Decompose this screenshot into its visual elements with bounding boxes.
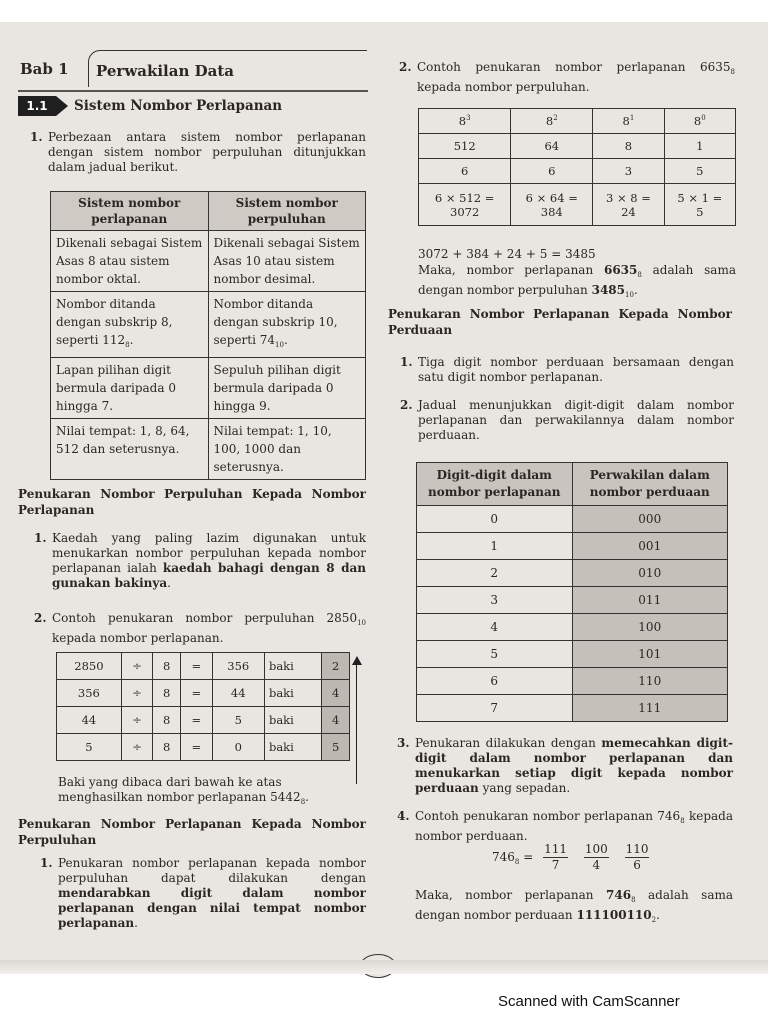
divide-sign: ÷ <box>121 707 153 734</box>
table-row <box>51 358 366 419</box>
right-paragraph-3 <box>400 398 734 443</box>
place-value-header: $8^1$ <box>593 109 664 134</box>
dividend: 2850 <box>57 653 122 680</box>
subscript: 8 <box>514 858 520 866</box>
chapter-label: Bab 1 <box>20 60 69 78</box>
table-cell: Dikenali sebagai Sistem Asas 8 atau sistem nombor oktal. <box>51 231 209 292</box>
divide-sign: ÷ <box>121 653 153 680</box>
equals-sign: = <box>523 850 534 864</box>
text: adalah sama dengan nombor perduaan <box>415 888 734 922</box>
paragraph-text: Penukaran dilakukan dengan <box>415 736 602 750</box>
item-number: 3. <box>397 736 410 750</box>
remainder-label: baki <box>264 734 321 761</box>
table-cell: 8 <box>593 134 664 159</box>
equals-sign: = <box>181 734 213 761</box>
table-cell: 6 × 64 = 384 <box>511 184 593 226</box>
table-cell: 3 × 8 = 24 <box>593 184 664 226</box>
item-number: 1. <box>40 856 53 870</box>
item-number: 1. <box>34 531 47 545</box>
binary-value: 011 <box>572 587 728 614</box>
right-paragraph-2 <box>400 355 734 385</box>
paragraph-text: Jadual menunjukkan digit-digit dalam nombor perlapanan dan perwakilannya dalam nombor perduaan. <box>418 398 734 442</box>
table-row <box>51 292 366 358</box>
table-row <box>57 653 350 680</box>
quotient: 0 <box>212 734 264 761</box>
octal-digit: 3 <box>417 587 573 614</box>
remainder-label: baki <box>264 707 321 734</box>
heading-decimal-to-octal: Penukaran Nombor Perpuluhan Kepada Nombor Perlapanan <box>18 487 366 517</box>
octal-digit: 6 <box>417 668 573 695</box>
note-end: . <box>305 790 309 804</box>
item-number: 2. <box>400 398 413 412</box>
subscript: 8 <box>300 798 306 806</box>
binary-value: 101 <box>572 641 728 668</box>
binary-value: 010 <box>572 560 728 587</box>
text: adalah sama dengan nombor perpuluhan <box>418 263 736 297</box>
divisor: 8 <box>153 680 181 707</box>
section-number-badge <box>18 96 70 116</box>
table-header-row <box>419 109 736 134</box>
right-final <box>415 888 733 928</box>
table-header-row <box>417 463 728 506</box>
remainder-label: baki <box>264 653 321 680</box>
bold-text: memecahkan digit-digit dalam nombor perlapanan dan menukarkan setiap digit kepada nombor perduaan <box>415 736 734 795</box>
subscript: 8 <box>125 341 130 349</box>
remainder: 5 <box>322 734 350 761</box>
table-row <box>419 184 736 226</box>
table-cell: Dikenali sebagai Sistem Asas 10 atau sistem nombor desimal. <box>208 231 366 292</box>
bold-number: 746 <box>606 888 632 902</box>
paragraph-text: Kaedah yang paling lazim digunakan untuk menukarkan nombor perpuluhan kepada nombor perlapanan ialah <box>52 531 366 575</box>
dividend: 356 <box>57 680 122 707</box>
chapter-title: Perwakilan Data <box>96 62 234 80</box>
chapter-rule <box>18 90 368 92</box>
paragraph-text: Perbezaan antara sistem nombor perlapanan dengan sistem nombor perpuluhan ditunjukkan dalam jadual berikut. <box>48 130 366 174</box>
right-paragraph-5 <box>397 809 733 844</box>
conversion-equation <box>492 842 655 873</box>
octal-digit: 0 <box>417 506 573 533</box>
subscript: 10 <box>625 291 634 299</box>
divide-sign: ÷ <box>121 734 153 761</box>
right-conclusion <box>418 263 736 303</box>
subscript: 10 <box>275 341 284 349</box>
scanner-watermark: Scanned with CamScanner <box>498 993 680 1010</box>
text: . <box>656 908 660 922</box>
remainder: 4 <box>322 680 350 707</box>
equals-sign: = <box>181 653 213 680</box>
divide-sign: ÷ <box>121 680 153 707</box>
table-row <box>417 533 728 560</box>
table-cell: 3 <box>593 159 664 184</box>
paragraph-end: . <box>134 916 138 930</box>
left-paragraph-2 <box>34 531 366 591</box>
place-value-header: $8^3$ <box>419 109 511 134</box>
paragraph-text-2: kepada nombor perpuluhan. <box>417 80 590 94</box>
cell-text: Nombor ditanda dengan subskrip 10, seperti 74 <box>213 297 338 347</box>
division-table <box>56 652 350 761</box>
page-edge <box>0 960 768 974</box>
table-cell: 5 × 1 = 5 <box>664 184 735 226</box>
bold-number: 111100110 <box>576 908 652 922</box>
comparison-table <box>50 191 366 480</box>
text: Maka, nombor perlapanan <box>418 263 604 277</box>
up-arrow-icon <box>352 656 362 665</box>
binary-value: 110 <box>572 668 728 695</box>
quotient: 356 <box>212 653 264 680</box>
equals-sign: = <box>181 707 213 734</box>
paragraph-text: Contoh penukaran nombor perlapanan 6635 <box>417 60 731 74</box>
paragraph-end: . <box>167 576 171 590</box>
table-row <box>51 419 366 480</box>
paragraph-end: yang sepadan. <box>478 781 571 795</box>
table-row <box>419 134 736 159</box>
header-cell: Sistem nombor perlapanan <box>51 192 209 231</box>
table-row <box>419 159 736 184</box>
octal-digit: 1 <box>417 533 573 560</box>
table-row <box>51 231 366 292</box>
left-paragraph-4 <box>40 856 366 931</box>
remainder: 2 <box>322 653 350 680</box>
right-paragraph-4 <box>397 736 734 796</box>
table-row <box>417 560 728 587</box>
divisor: 8 <box>153 734 181 761</box>
quotient: 5 <box>212 707 264 734</box>
paragraph-text: Tiga digit nombor perduaan bersamaan dengan satu digit nombor perlapanan. <box>418 355 734 384</box>
binary-group: $\frac{100}{4}$ <box>584 842 608 872</box>
octal-place-value-table <box>418 108 736 226</box>
binary-group: $\frac{111}{7}$ <box>544 842 567 872</box>
octal-binary-table <box>416 462 728 722</box>
subscript: 2 <box>651 916 657 924</box>
header-cell: Digit-digit dalam nombor perlapanan <box>417 463 573 506</box>
read-upward-arrow-line <box>356 664 357 784</box>
paragraph-text: Contoh penukaran nombor perpuluhan 2850 <box>52 611 358 625</box>
text: . <box>633 283 638 297</box>
left-paragraph-3 <box>34 611 366 646</box>
paragraph-text-2: kepada nombor perduaan. <box>415 809 733 843</box>
divisor: 8 <box>153 653 181 680</box>
subscript: 8 <box>680 817 685 825</box>
left-paragraph-1 <box>30 130 366 175</box>
cell-text: Nombor ditanda dengan subskrip 8, seperti 112 <box>56 297 173 347</box>
dividend: 44 <box>57 707 122 734</box>
subscript: 8 <box>631 896 636 904</box>
right-paragraph-1 <box>399 60 735 95</box>
table-row <box>417 587 728 614</box>
paragraph-text: Penukaran nombor perlapanan kepada nombor perpuluhan dapat dilakukan dengan <box>58 856 366 885</box>
octal-digit: 2 <box>417 560 573 587</box>
text: Maka, nombor perlapanan <box>415 888 606 902</box>
heading-octal-to-decimal: Penukaran Nombor Perlapanan Kepada Nombor Perpuluhan <box>18 817 366 847</box>
sum-equation: 3072 + 384 + 24 + 5 = 3485 <box>418 247 596 261</box>
table-cell: 64 <box>511 134 593 159</box>
table-row <box>57 680 350 707</box>
bold-text: kaedah bahagi dengan 8 dan gunakan bakinya <box>52 561 366 590</box>
table-row <box>417 506 728 533</box>
table-row <box>417 695 728 722</box>
item-number: 2. <box>399 60 412 74</box>
subscript: 8 <box>730 68 735 76</box>
binary-value: 001 <box>572 533 728 560</box>
remainder-label: baki <box>264 680 321 707</box>
section-number: 1.1 <box>18 96 56 116</box>
table-row <box>417 614 728 641</box>
paragraph-text-2: kepada nombor perlapanan. <box>52 631 224 645</box>
section-title: Sistem Nombor Perlapanan <box>74 98 283 114</box>
binary-value: 000 <box>572 506 728 533</box>
place-value-header: $8^0$ <box>664 109 735 134</box>
heading-octal-to-binary: Penukaran Nombor Perlapanan Kepada Nombor Perduaan <box>388 307 732 337</box>
table-header-row <box>51 192 366 231</box>
header-cell: Perwakilan dalam nombor perduaan <box>572 463 728 506</box>
table-row <box>57 734 350 761</box>
bold-number: 3485 <box>591 283 626 297</box>
octal-digit: 7 <box>417 695 573 722</box>
bold-number: 6635 <box>603 263 638 277</box>
header-cell: Sistem nombor perpuluhan <box>208 192 366 231</box>
remainder: 4 <box>322 707 350 734</box>
remainder-note <box>58 775 366 810</box>
octal-digit: 5 <box>417 641 573 668</box>
lhs-number: 746 <box>492 850 515 864</box>
item-number: 1. <box>30 130 43 144</box>
table-cell: Nombor ditanda dengan subskrip 8, seperti $112_8$. <box>51 292 209 358</box>
table-row <box>417 668 728 695</box>
table-cell: Lapan pilihan digit bermula daripada 0 hingga 7. <box>51 358 209 419</box>
divisor: 8 <box>153 707 181 734</box>
table-row <box>417 641 728 668</box>
item-number: 2. <box>34 611 47 625</box>
paragraph-text: Contoh penukaran nombor perlapanan 746 <box>415 809 681 823</box>
bold-text: mendarabkan digit dalam nombor perlapanan dengan nilai tempat nombor perlapanan <box>58 886 366 930</box>
textbook-page <box>0 22 768 974</box>
table-cell: Sepuluh pilihan digit bermula daripada 0 hingga 9. <box>208 358 366 419</box>
table-cell: Nombor ditanda dengan subskrip 10, seperti $74_{10}$. <box>208 292 366 358</box>
item-number: 1. <box>400 355 413 369</box>
quotient: 44 <box>212 680 264 707</box>
table-cell: 5 <box>664 159 735 184</box>
item-number: 4. <box>397 809 410 823</box>
table-cell: 6 × 512 = 3072 <box>419 184 511 226</box>
table-cell: Nilai tempat: 1, 8, 64, 512 dan seterusnya. <box>51 419 209 480</box>
note-text: Baki yang dibaca dari bawah ke atas menghasilkan nombor perlapanan 5442 <box>58 775 301 804</box>
badge-arrow <box>56 96 68 116</box>
table-cell: 6 <box>419 159 511 184</box>
equals-sign: = <box>181 680 213 707</box>
table-cell: 1 <box>664 134 735 159</box>
table-cell: Nilai tempat: 1, 10, 100, 1000 dan seterusnya. <box>208 419 366 480</box>
subscript: 8 <box>637 271 642 279</box>
subscript: 10 <box>357 619 366 627</box>
place-value-header: $8^2$ <box>511 109 593 134</box>
binary-group: $\frac{110}{6}$ <box>625 842 649 872</box>
binary-value: 111 <box>572 695 728 722</box>
dividend: 5 <box>57 734 122 761</box>
table-row <box>57 707 350 734</box>
table-cell: 6 <box>511 159 593 184</box>
binary-value: 100 <box>572 614 728 641</box>
table-cell: 512 <box>419 134 511 159</box>
octal-digit: 4 <box>417 614 573 641</box>
